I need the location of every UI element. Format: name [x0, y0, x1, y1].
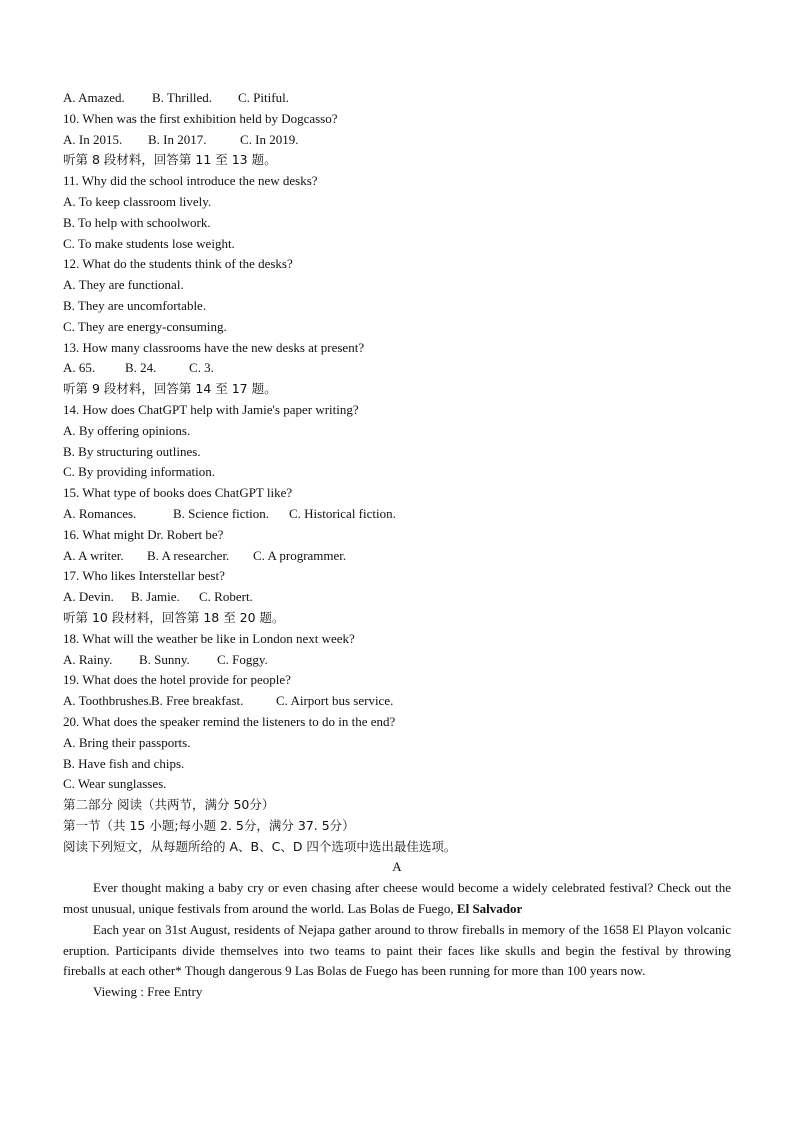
option-b: B. 24. — [125, 360, 157, 376]
page-content — [63, 88, 731, 1003]
section-heading-10: 听第 10 段材料，回答第 18 至 20 题。 — [63, 609, 285, 625]
section-heading-8: 听第 8 段材料，回答第 11 至 13 题。 — [63, 152, 277, 168]
q12-option-a: A. They are functional. — [63, 277, 184, 293]
q19-options — [63, 691, 731, 712]
option-c: C. A programmer. — [253, 547, 347, 563]
part2-title: 第二部分 阅读（共两节，满分 50分） — [63, 797, 275, 813]
q10-options — [63, 130, 731, 151]
q13-options — [63, 358, 731, 379]
q11-option-b: B. To help with schoolwork. — [63, 214, 211, 230]
passage-p1-heading: El Salvador — [456, 901, 523, 917]
q14-option-c: C. By providing information. — [63, 464, 216, 480]
option-a: A. Amazed. — [63, 90, 125, 105]
q10-question: 10. When was the first exhibition held by Dogcasso? — [63, 110, 338, 126]
passage-viewing: Viewing : Free Entry — [93, 984, 203, 1000]
q18-question: 18. What will the weather be like in London next week? — [63, 630, 355, 646]
option-c: C. 3. — [189, 360, 214, 376]
q9-options — [63, 88, 731, 109]
q14-option-a: A. By offering opinions. — [63, 422, 191, 438]
passage-paragraph-1 — [63, 878, 731, 920]
option-c: C. Pitiful. — [238, 90, 289, 105]
q17-question: 17. Who likes Interstellar best? — [63, 568, 225, 584]
option-b: B. A researcher. — [147, 547, 230, 563]
option-c: C. Robert. — [199, 589, 253, 605]
q11-question: 11. Why did the school introduce the new desks? — [63, 173, 318, 189]
option-c: C. Foggy. — [217, 651, 268, 667]
q12-question: 12. What do the students think of the desks? — [63, 256, 293, 272]
option-b: B. Sunny. — [139, 651, 190, 667]
option-a: A. Toothbrushes. — [63, 693, 152, 709]
option-c: C. Airport bus service. — [276, 693, 394, 709]
q16-options — [63, 546, 731, 567]
option-a: A. Rainy. — [63, 651, 113, 667]
q20-option-b: B. Have fish and chips. — [63, 755, 185, 771]
option-b: B. Free breakfast. — [151, 693, 244, 709]
q13-question: 13. How many classrooms have the new desks at present? — [63, 339, 365, 355]
q12-option-b: B. They are uncomfortable. — [63, 297, 207, 313]
part2-section1: 第一节（共 15 小题;每小题 2. 5分，满分 37. 5分） — [63, 817, 355, 833]
part2-instructions: 阅读下列短文，从每题所给的 A、B、C、D 四个选项中选出最佳选项。 — [63, 838, 457, 854]
q19-question: 19. What does the hotel provide for people? — [63, 672, 291, 688]
q11-option-a: A. To keep classroom lively. — [63, 193, 212, 209]
q20-option-c: C. Wear sunglasses. — [63, 776, 167, 792]
q11-option-c: C. To make students lose weight. — [63, 235, 235, 251]
passage-p1-text: Ever thought making a baby cry or even chasing after cheese would become a widely celebrated festival? Check out the most unusual, unique festivals from around the world. Las Bolas de Fuego, — [63, 880, 731, 917]
passage-paragraph-2: Each year on 31st August, residents of Nejapa gather around to throw fireballs in memory of the 1658 El Playon volcanic eruption. Participants divide themselves into two teams to paint their faces like skulls and begin the festival by throwing fireballs at each other* Though dangerous 9 Las Bolas de Fuego has been running for more than 100 years now. — [63, 921, 731, 979]
q20-question: 20. What does the speaker remind the listeners to do in the end? — [63, 713, 396, 729]
option-a: A. 65. — [63, 360, 96, 376]
q20-option-a: A. Bring their passports. — [63, 734, 191, 750]
option-a: A. Romances. — [63, 505, 137, 521]
option-a: A. In 2015. — [63, 131, 123, 147]
option-b: B. Jamie. — [131, 589, 180, 605]
option-b: B. Thrilled. — [152, 90, 213, 105]
option-a: A. Devin. — [63, 589, 114, 605]
section-heading-9: 听第 9 段材料，回答第 14 至 17 题。 — [63, 381, 277, 397]
passage-letter: A — [392, 859, 402, 875]
q15-question: 15. What type of books does ChatGPT like? — [63, 485, 293, 501]
q18-options — [63, 650, 731, 671]
q14-question: 14. How does ChatGPT help with Jamie's paper writing? — [63, 401, 359, 417]
q17-options — [63, 587, 731, 608]
option-a: A. A writer. — [63, 547, 124, 563]
option-b: B. Science fiction. — [173, 505, 270, 521]
option-b: B. In 2017. — [148, 131, 207, 147]
q12-option-c: C. They are energy-consuming. — [63, 318, 227, 334]
q14-option-b: B. By structuring outlines. — [63, 443, 201, 459]
q15-options — [63, 504, 731, 525]
q16-question: 16. What might Dr. Robert be? — [63, 526, 224, 542]
option-c: C. Historical fiction. — [289, 505, 396, 521]
option-c: C. In 2019. — [240, 131, 299, 147]
